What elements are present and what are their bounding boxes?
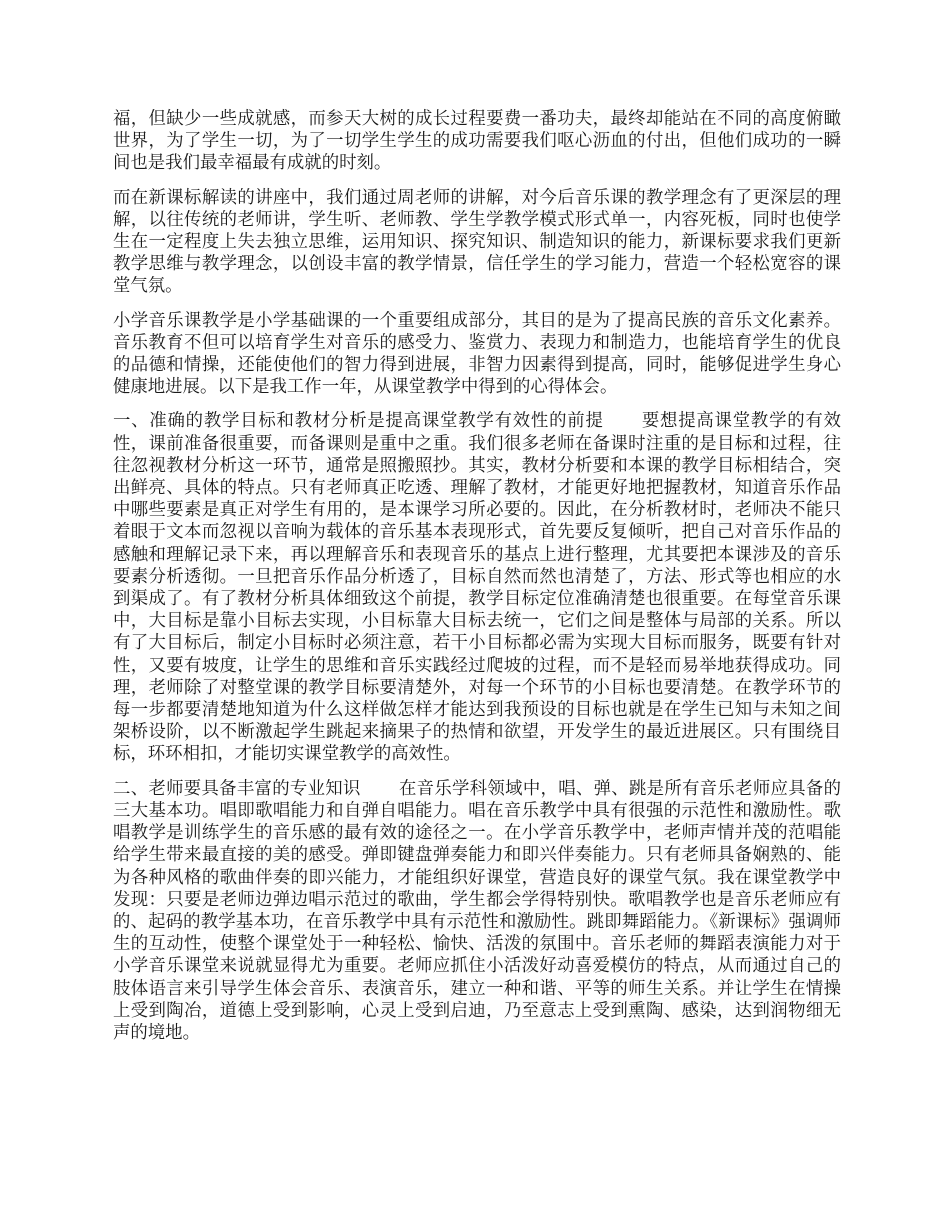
section-professional-knowledge <box>113 778 841 1044</box>
paragraph-text: 小学音乐课教学是小学基础课的一个重要组成部分，其目的是为了提高民族的音乐文化素养。音乐教育不但可以培育学生对音乐的感受力、鉴赏力、表现力和制造力，也能培育学生的优良的品德和情操，还能使他们的智力得到进展，非智力因素得到提高，同时，能够促进学生身心健康地进展。以下是我工作一年，从课堂教学中得到的心得体会。 <box>113 310 841 398</box>
section-heading: 二、老师要具备丰富的专业知识 <box>113 778 361 799</box>
paragraph-text: 而在新课标解读的讲座中，我们通过周老师的讲解，对今后音乐课的教学理念有了更深层的理解，以往传统的老师讲，学生听、老师教、学生学教学模式形式单一，内容死板，同时也使学生在一定程度上失去独立思维，运用知识、探究知识、制造知识的能力，新课标要求我们更新教学思维与教学理念，以创设丰富的教学情景，信任学生的学习能力，营造一个轻松宽容的课堂气氛。 <box>113 187 841 297</box>
section-teaching-objectives <box>113 410 841 765</box>
section-text: 要想提高课堂教学的有效性，课前准备很重要，而备课则是重中之重。我们很多老师在备课时注重的是目标和过程，往往忽视教材分析这一环节，通常是照搬照抄。其实，教材分析要和本课的教学目标相结合，突出鲜亮、具体的特点。只有老师真正吃透、理解了教材，才能更好地把握教材，知道音乐作品中哪些要素是真正对学生有用的，是本课学习所必要的。因此，在分析教材时，老师决不能只着眼于文本而忽视以音响为载体的音乐基本表现形式，首先要反复倾听，把自己对音乐作品的感触和理解记录下来，再以理解音乐和表现音乐的基点上进行整理，尤其要把本课涉及的音乐要素分析透彻。一旦把音乐作品分析透了，目标自然而然也清楚了，方法、形式等也相应的水到渠成了。有了教材分析具体细致这个前提，教学目标定位准确清楚也很重要。在每堂音乐课中，大目标是靠小目标去实现，小目标靠大目标去统一，它们之间是整体与局部的关系。所以有了大目标后，制定小目标时必须注意，若干小目标都必需为实现大目标而服务，既要有针对性，又要有坡度，让学生的思维和音乐实践经过爬坡的过程，而不是轻而易举地获得成功。同理，老师除了对整堂课的教学目标要清楚外，对每一个环节的小目标也要清楚。在教学环节的每一步都要清楚地知道为什么这样做怎样才能达到我预设的目标也就是在学生已知与未知之间架桥设阶，以不断激起学生跳起来摘果子的热情和欲望，开发学生的最近进展区。只有围绕目标，环环相扣，才能切实课堂教学的高效性。 <box>113 411 841 765</box>
section-heading: 一、准确的教学目标和教材分析是提高课堂教学有效性的前提 <box>113 411 604 432</box>
paragraph-intro-conclusion <box>113 108 841 175</box>
paragraph-new-curriculum <box>113 187 841 298</box>
section-text: 在音乐学科领域中，唱、弹、跳是所有音乐老师应具备的三大基本功。唱即歌唱能力和自弹自唱能力。唱在音乐教学中具有很强的示范性和激励性。歌唱教学是训练学生的音乐感的最有效的途径之一。在小学音乐教学中，老师声情并茂的范唱能给学生带来最直接的美的感受。弹即键盘弹奏能力和即兴伴奏能力。只有老师具备娴熟的、能为各种风格的歌曲伴奏的即兴能力，才能组织好课堂，营造良好的课堂气氛。我在课堂教学中发现：只要是老师边弹边唱示范过的歌曲，学生都会学得特别快。歌唱教学也是音乐老师应有的、起码的教学基本功，在音乐教学中具有示范性和激励性。跳即舞蹈能力。《新课标》强调师生的互动性，使整个课堂处于一种轻松、愉快、活泼的氛围中。音乐老师的舞蹈表演能力对于小学音乐课堂来说就显得尤为重要。老师应抓住小活泼好动喜爱模仿的特点，从而通过自己的肢体语言来引导学生体会音乐、表演音乐，建立一种和谐、平等的师生关系。并让学生在情操上受到陶冶，道德上受到影响，心灵上受到启迪，乃至意志上受到熏陶、感染，达到润物细无声的境地。 <box>113 778 841 1043</box>
document-body <box>113 108 841 1056</box>
paragraph-music-education <box>113 310 841 399</box>
paragraph-text: 福，但缺少一些成就感，而参天大树的成长过程要费一番功夫，最终却能站在不同的高度俯瞰世界，为了学生一切，为了一切学生学生的成功需要我们呕心沥血的付出，但他们成功的一瞬间也是我们最幸福最有成就的时刻。 <box>113 109 841 174</box>
